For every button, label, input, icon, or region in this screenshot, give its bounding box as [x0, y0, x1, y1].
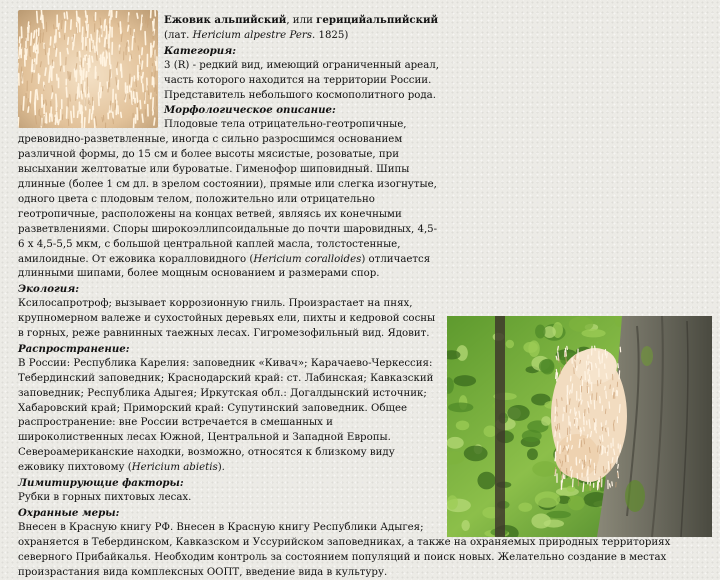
protection-text: Внесен в Красную книгу РФ. Внесен в Красную книгу Республики Адыгея; охраняется в Тебердинском, Кавказском и Уссурийском заповедниках, а также на охраняемых природных территориях северного Прибайкалья. Необходим контроль за состоянием популяций и поиск новых. Желательно создание в местах произрастания вида комплексных ООПТ, введение вида в культуру.	[18, 521, 712, 580]
morphology-latin: Hericium coralloides	[253, 254, 361, 265]
limiting-text: Рубки в горных пихтовых лесах.	[18, 491, 712, 506]
morphology-text-part1: Плодовые тела отрицательно-геотропичные, древовидно-разветвленные, иногда с сильно разросшимся основанием различной формы, до 15 см и более высоты мясистые, розоватые, при высыхании желтоватые или буроватые. Гименофор шиповидный. Шипы длинные (более 1 см дл. в зрелом состоянии), прямые или слегка изогнутые, одного цвета с плодовым телом, положительно или отрицательно геотропичные, расположены на концах ветвей, являясь их конечными разветвлениями. Споры широкоэллипсоидальные до почти шаровидных, 4,5-6 x 4,5-5,5 мкм, с большой центральной каплей масла, толстостенные, амилоидные. От ежовика коралловидного (	[18, 119, 437, 264]
species-name: Ежовик альпийский	[164, 14, 286, 26]
distribution-text-part2: ).	[218, 462, 225, 473]
latin-prefix: (лат.	[164, 30, 193, 41]
morphology-text	[18, 118, 712, 282]
category-text: 3 (R) - редкий вид, имеющий ограниченный ареал, часть которого находится на территории России. Представитель небольшого космополитного рода.	[18, 59, 712, 104]
ecology-text: Ксилосапротроф; вызывает коррозионную гниль. Произрастает на пнях, крупномерном валеже и сухостойных деревьях ели, пихты и кедровой сосны в горных, реже равнинных таежных лесах. Гигромезофильный вид. Ядовит.	[18, 297, 712, 342]
morphology-heading: Морфологическое описание:	[18, 103, 712, 118]
distribution-text-part1: В России: Республика Карелия: заповедник «Кивач»; Карачаево-Черкессия: Тебердинский заповедник; Краснодарский край: ст. Лабинская; Кавказский заповедник; Республика Адыгея; Иркутская обл.: Догалдынский источник; Хабаровский край; Приморский край: Супутинский заповедник. Общее распространение: вне России встречается в смешанных и широколиственных лесах Южной, Центральной и Западной Европы. Североамериканские находки, возможно, относятся к близкому виду ежовику пихтовому (	[18, 358, 433, 473]
latin-suffix: 1825)	[315, 30, 348, 41]
article-body	[18, 13, 712, 580]
protection-heading: Охранные меры:	[18, 506, 712, 521]
distribution-heading: Распространение:	[18, 342, 712, 357]
morphology-text-part2: ) отличается длинными шипами, более мощным основанием и размерами спор.	[18, 254, 430, 280]
distribution-latin: Hericium abietis	[132, 462, 218, 473]
latin-name: Hericium alpestre Pers.	[193, 30, 316, 41]
category-heading: Категория:	[18, 44, 712, 59]
title-conjunction: , или	[286, 15, 316, 26]
species-alt-name: герицийальпийский	[316, 14, 438, 26]
limiting-heading: Лимитирующие факторы:	[18, 476, 712, 491]
ecology-heading: Экология:	[18, 282, 712, 297]
